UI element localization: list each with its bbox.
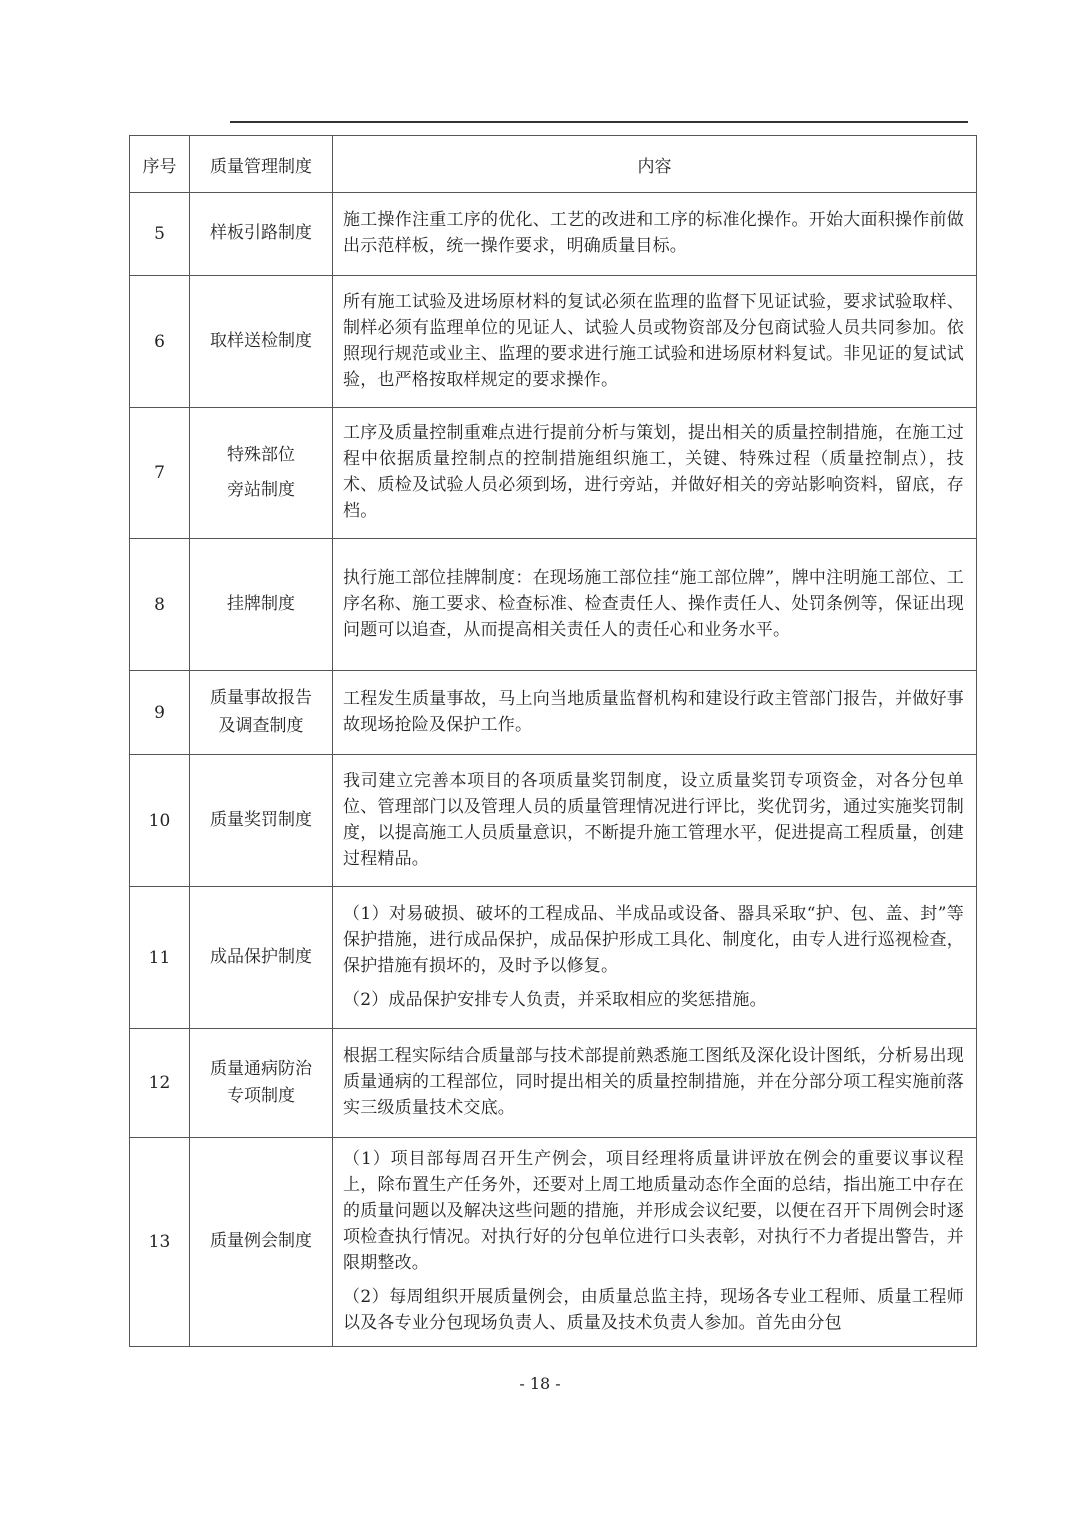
system-name-line: 样板引路制度 (210, 223, 312, 244)
header-management-system: 质量管理制度 (190, 136, 333, 193)
system-name-line: 质量例会制度 (210, 1231, 312, 1252)
content-cell (333, 1138, 977, 1347)
content-paragraph: （1）项目部每周召开生产例会，项目经理将质量讲评放在例会的重要议事议程上，除布置生产任务外，还要对上周工地质量动态作全面的总结，指出施工中存在的质量问题以及解决这些问题的措施，并形成会议纪要，以便在召开下周例会时逐项检查执行情况。对执行好的分包单位进行口头表彰，对执行不力者提出警告，并限期整改。 (343, 1149, 964, 1273)
system-name (190, 671, 333, 755)
content-paragraph: 执行施工部位挂牌制度：在现场施工部位挂“施工部位牌”，牌中注明施工部位、工序名称、施工要求、检查标准、检查责任人、操作责任人、处罚条例等，保证出现问题可以追查，从而提高相关责任人的责任心和业务水平。 (343, 567, 964, 640)
header-content: 内容 (333, 136, 977, 193)
system-name-line: 取样送检制度 (210, 330, 312, 351)
content-cell (333, 408, 977, 539)
quality-management-table (129, 135, 977, 1347)
content-cell (333, 539, 977, 671)
system-name (190, 193, 333, 276)
content-paragraph: （2）每周组织开展质量例会，由质量总监主持，现场各专业工程师、质量工程师以及各专业分包现场负责人、质量及技术负责人参加。首先由分包 (343, 1287, 964, 1333)
system-name-line: 挂牌制度 (227, 593, 295, 614)
table-header-row (130, 136, 977, 193)
header-serial-number: 序号 (130, 136, 190, 193)
row-number: 8 (130, 539, 190, 671)
content-cell (333, 276, 977, 408)
content-paragraph: 施工操作注重工序的优化、工艺的改进和工序的标准化操作。开始大面积操作前做出示范样板，统一操作要求，明确质量目标。 (343, 210, 964, 256)
row-number: 13 (130, 1138, 190, 1347)
system-name-line: 旁站制度 (227, 480, 295, 500)
row-number: 11 (130, 887, 190, 1029)
system-name-line: 质量奖罚制度 (210, 809, 312, 830)
system-name-line: 质量事故报告 (210, 688, 312, 709)
system-name (190, 1029, 333, 1138)
table-row (130, 671, 977, 755)
system-name-line: 专项制度 (227, 1086, 295, 1106)
system-name (190, 276, 333, 408)
header-rule (230, 121, 968, 123)
content-cell (333, 755, 977, 887)
system-name (190, 755, 333, 887)
content-paragraph: 所有施工试验及进场原材料的复试必须在监理的监督下见证试验，要求试验取样、制样必须有监理单位的见证人、试验人员或物资部及分包商试验人员共同参加。依照现行规范或业主、监理的要求进行施工试验和进场原材料复试。非见证的复试试验，也严格按取样规定的要求操作。 (343, 291, 964, 390)
content-cell (333, 193, 977, 276)
system-name-line: 及调查制度 (218, 715, 304, 736)
page-number: - 18 - (519, 1374, 561, 1393)
system-name-line: 成品保护制度 (210, 946, 312, 967)
row-number: 12 (130, 1029, 190, 1138)
system-name (190, 1138, 333, 1347)
table-row (130, 408, 977, 539)
content-paragraph: 根据工程实际结合质量部与技术部提前熟悉施工图纸及深化设计图纸，分析易出现质量通病的工程部位，同时提出相关的质量控制措施，并在分部分项工程实施前落实三级质量技术交底。 (343, 1046, 964, 1118)
system-name (190, 408, 333, 539)
content-cell (333, 887, 977, 1029)
table-row (130, 755, 977, 887)
content-cell (333, 1029, 977, 1138)
table-row (130, 887, 977, 1029)
row-number: 7 (130, 408, 190, 539)
system-name (190, 887, 333, 1029)
content-paragraph: 我司建立完善本项目的各项质量奖罚制度，设立质量奖罚专项资金，对各分包单位、管理部门以及管理人员的质量管理情况进行评比，奖优罚劣，通过实施奖罚制度，以提高施工人员质量意识，不断提升施工管理水平，促进提高工程质量，创建过程精品。 (343, 770, 964, 869)
table-row (130, 276, 977, 408)
system-name (190, 539, 333, 671)
table-row (130, 1138, 977, 1347)
content-paragraph: （1）对易破损、破坏的工程成品、半成品或设备、器具采取“护、包、盖、封”等保护措施，进行成品保护，成品保护形成工具化、制度化，由专人进行巡视检查，保护措施有损坏的，及时予以修复。 (343, 903, 964, 976)
row-number: 10 (130, 755, 190, 887)
table-row (130, 193, 977, 276)
content-paragraph: 工序及质量控制重难点进行提前分析与策划，提出相关的质量控制措施，在施工过程中依据质量控制点的控制措施组织施工，关键、特殊过程（质量控制点），技术、质检及试验人员必须到场，进行旁站，并做好相关的旁站影响资料，留底，存档。 (343, 423, 964, 521)
system-name-line: 质量通病防治 (210, 1058, 312, 1079)
content-cell (333, 671, 977, 755)
row-number: 9 (130, 671, 190, 755)
system-name-line: 特殊部位 (227, 445, 295, 466)
content-paragraph: 工程发生质量事故，马上向当地质量监督机构和建设行政主管部门报告，并做好事故现场抢险及保护工作。 (343, 688, 964, 735)
row-number: 6 (130, 276, 190, 408)
content-paragraph: （2）成品保护安排专人负责，并采取相应的奖惩措施。 (343, 989, 767, 1010)
table-row (130, 1029, 977, 1138)
row-number: 5 (130, 193, 190, 276)
table-row (130, 539, 977, 671)
